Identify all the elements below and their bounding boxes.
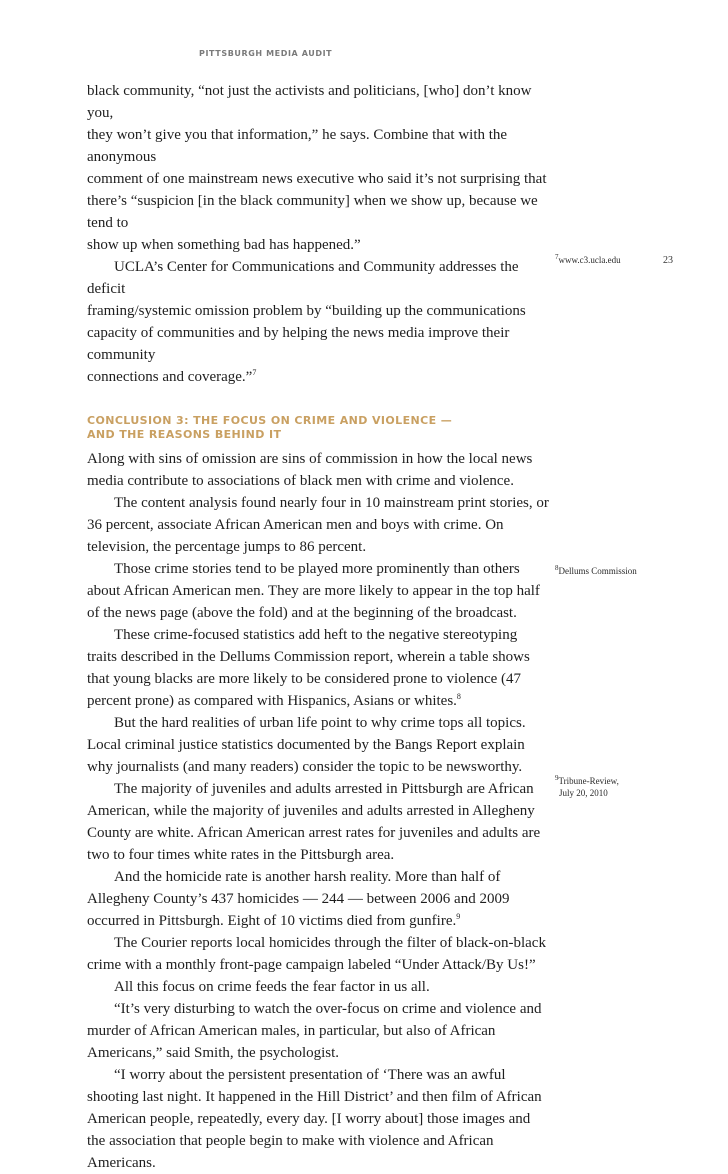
heading-line2: AND THE REASONS BEHIND IT xyxy=(87,428,282,441)
body-paragraph-7: And the homicide rate is another harsh reality. More than half of Allegheny County’s 437 homicides — 244 — between 2006 and 2009 occurred in Pittsburgh. Eight of 10 victims died from gunfire.$^9$ xyxy=(87,869,510,929)
body-paragraph-8: The Courier reports local homicides through the filter of black-on-black crime with a monthly front-page campaign labeled “Under Attack/By Us!” xyxy=(87,935,546,973)
heading-line1: THE FOCUS ON CRIME AND VIOLENCE — xyxy=(193,414,453,427)
paragraph-continued: black community, “not just the activists and politicians, [who] don’t know you, they won’t give you that information,” he says. Combine that with the anonymous comment of one mainstream news executive who said it’s not surprising that there’s “suspicion [in the black community] when we show up, because we tend to show up when something bad has happened.” xyxy=(87,83,547,253)
body-paragraph-3: Those crime stories tend to be played more prominently than others about African American men. They are more likely to appear in the top half of the news page (above the fold) and at the beginning of the broadcast. xyxy=(87,561,540,621)
footnote-ref-9[interactable]: 9 xyxy=(456,912,461,921)
body-paragraph-9: All this focus on crime feeds the fear factor in us all. xyxy=(114,979,430,995)
main-text-column xyxy=(87,80,549,1174)
sidenote-9: $^9$Tribune-Review, July 20, 2010 xyxy=(555,774,619,798)
body-paragraph-10: “It’s very disturbing to watch the over-focus on crime and violence and murder of African American males, in particular, but also of African Americans,” said Smith, the psychologist. xyxy=(87,1001,542,1061)
body-paragraph-5: But the hard realities of urban life point to why crime tops all topics. Local criminal justice statistics documented by the Bangs Report explain why journalists (and many readers) consider the topic to be newsworthy. xyxy=(87,715,526,775)
sidenote-7: $^7$www.c3.ucla.edu xyxy=(555,253,621,265)
running-header: PITTSBURGH MEDIA AUDIT xyxy=(199,49,333,58)
footnote-ref-7[interactable]: 7 xyxy=(252,368,257,377)
page-number: 23 xyxy=(663,255,673,266)
footnote-ref-8[interactable]: 8 xyxy=(456,692,461,701)
heading-label: CONCLUSION 3: xyxy=(87,414,189,427)
body-paragraph-11: “I worry about the persistent presentation of ‘There was an awful shooting last night. It happened in the Hill District’ and then film of African American people, repeatedly, every day. [I worry about] those images and the association that people begin to make with violence and African Americans. xyxy=(87,1067,542,1171)
body-paragraph-1: Along with sins of omission are sins of commission in how the local news media contribute to associations of black men with crime and violence. xyxy=(87,451,533,489)
sidenote-8: $^8$Dellums Commission xyxy=(555,564,637,576)
section-heading xyxy=(87,414,549,442)
body-paragraph-6: The majority of juveniles and adults arrested in Pittsburgh are African American, while the majority of juveniles and adults arrested in Allegheny County are white. African American arrest rates for juveniles and adults are two to four times white rates in the Pittsburgh area. xyxy=(87,781,541,863)
body-paragraph-2: The content analysis found nearly four in 10 mainstream print stories, or 36 percent, associate African American men and boys with crime. On television, the percentage jumps to 86 percent. xyxy=(87,495,549,555)
body-paragraph-4: These crime-focused statistics add heft to the negative stereotyping traits described in the Dellums Commission report, wherein a table shows that young blacks are more likely to be considered prone to violence (47 percent prone) as compared with Hispanics, Asians or whites.$^8$ xyxy=(87,627,530,709)
paragraph-ucla: UCLA’s Center for Communications and Community addresses the deficit framing/systemic omission problem by “building up the communications capacity of communities and by helping the news media improve their community connections and coverage.”$^7$ xyxy=(87,259,526,385)
